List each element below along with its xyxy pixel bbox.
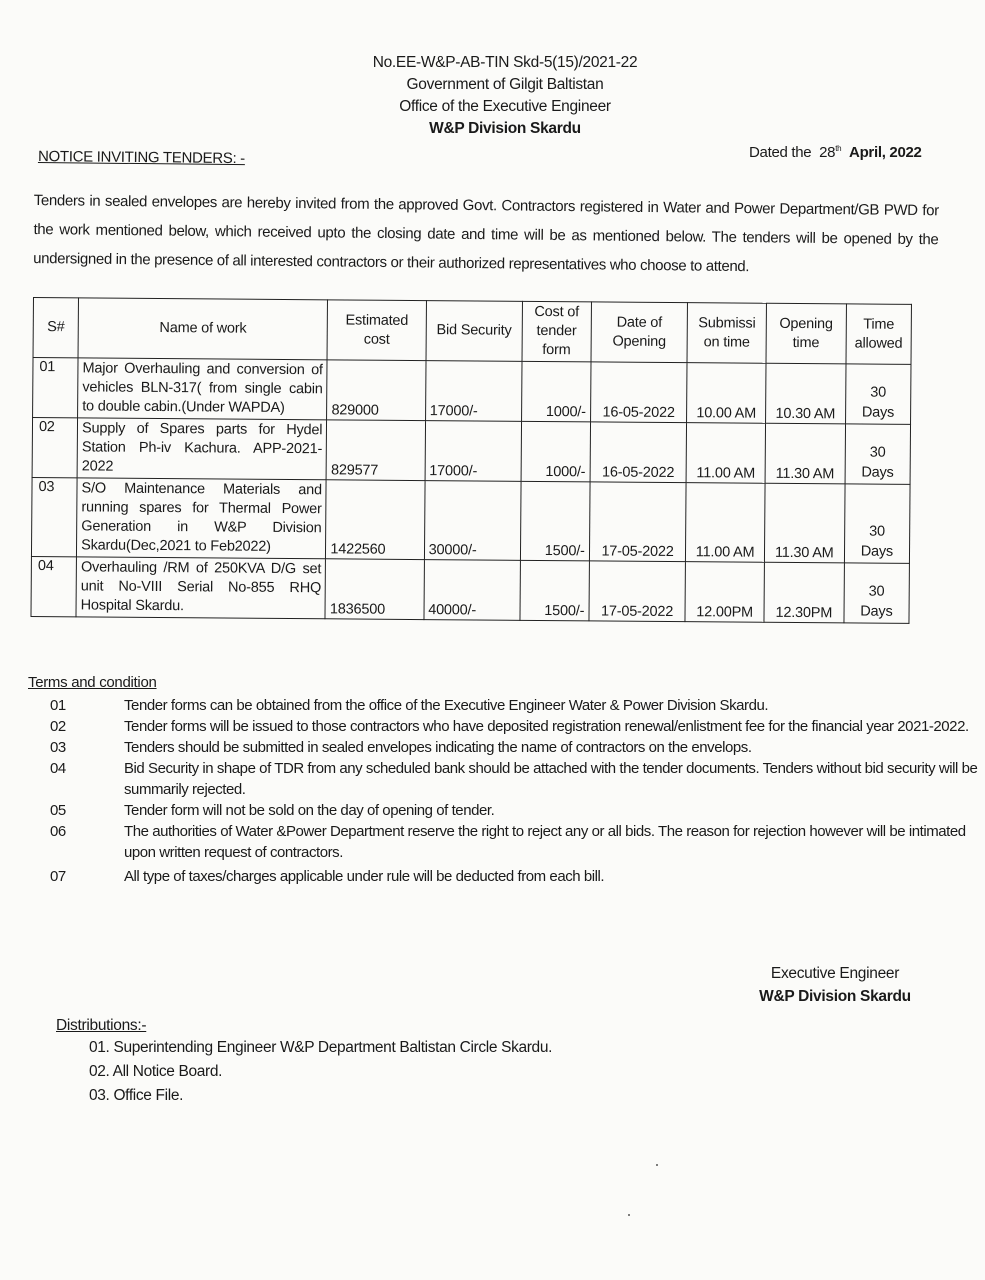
division-name: W&P Division Skardu	[429, 120, 581, 137]
table-header-row	[33, 298, 911, 365]
row-opening-date: 17-05-2022	[589, 482, 686, 562]
row-time-allowed	[844, 484, 910, 564]
header-time-allowed: Time allowed	[846, 304, 912, 365]
letterhead	[0, 52, 985, 140]
row-estimated-cost: 829000	[327, 360, 426, 421]
row-opening-time: 11.30 AM	[765, 423, 845, 484]
term-number: 06	[50, 823, 66, 840]
row-estimated-cost: 1836500	[325, 559, 424, 620]
row-opening-date: 16-05-2022	[590, 422, 687, 483]
term-text: Bid Security in shape of TDR from any scheduled bank should be attached with the tender documents. Tenders without bid security will be summarily rejected.	[124, 760, 978, 798]
term-item	[50, 758, 985, 800]
reference-number: No.EE-W&P-AB-TIN Skd-5(15)/2021-22	[372, 54, 638, 71]
government-name: Government of Gilgit Baltistan	[406, 76, 604, 93]
row-tender-form-cost: 1000/-	[521, 421, 590, 482]
row-estimated-cost: 829577	[326, 420, 425, 481]
row-sno: 01	[33, 358, 79, 418]
notice-title: NOTICE INVITING TENDERS: -	[37, 148, 246, 168]
term-item	[50, 800, 985, 821]
term-item	[50, 821, 985, 863]
header-work: Name of work	[78, 298, 328, 360]
term-text: Tender forms can be obtained from the office of the Executive Engineer Water & Power Division Skardu.	[124, 697, 769, 714]
row-tender-form-cost: 1500/-	[520, 481, 589, 561]
time-allowed-unit: Days	[860, 543, 894, 560]
header-estimated-cost: Estimated cost	[327, 300, 426, 361]
dated-suffix: th	[835, 144, 842, 153]
terms-list	[50, 695, 985, 887]
row-sno: 03	[31, 477, 77, 556]
table-row	[31, 556, 909, 623]
header-opening-date: Date of Opening	[591, 302, 688, 363]
distribution-item: 03. Office File.	[89, 1087, 184, 1104]
distribution-item: 01. Superintending Engineer W&P Department Baltistan Circle Skardu.	[89, 1039, 553, 1056]
intro-paragraph: Tenders in sealed envelopes are hereby invited from the approved Govt. Contractors registered in Water and Power Department/GB PWD for the work mentioned below, which received upto the closing date and time will be as mentioned below. The tenders will be opened by the undersigned in the presence of all interested contractors or their authorized representatives who choose to attend.	[33, 191, 939, 276]
term-number: 03	[50, 739, 66, 756]
dated-month-year: April, 2022	[849, 144, 922, 161]
header-opening-time: Opening time	[766, 303, 846, 364]
time-allowed-number: 30	[868, 583, 885, 600]
row-sno: 02	[32, 418, 78, 478]
term-number: 05	[50, 802, 66, 819]
terms-title: Terms and condition	[28, 674, 157, 691]
row-opening-time: 10.30 AM	[765, 363, 845, 424]
row-submission-time: 12.00PM	[685, 562, 764, 623]
distribution-list	[89, 1036, 552, 1108]
term-item	[50, 716, 985, 737]
time-allowed-unit: Days	[860, 603, 893, 620]
table-row	[32, 418, 910, 485]
row-time-allowed	[844, 563, 910, 624]
term-number: 02	[50, 718, 66, 735]
scan-speck	[656, 1164, 658, 1166]
dated-prefix: Dated the	[749, 144, 812, 161]
row-work: S/O Maintenance Materials and running spares for Thermal Power Generation in W&P Division Skardu(Dec,2021 to Feb2022)	[77, 478, 327, 559]
term-text: All type of taxes/charges applicable under rule will be deducted from each bill.	[124, 868, 605, 885]
row-submission-time: 10.00 AM	[687, 363, 766, 424]
term-text: The authorities of Water &Power Department reserve the right to reject any or all bids. The reason for rejection however will be intimated upon written request of contractors.	[124, 823, 966, 861]
row-bid-security: 17000/-	[425, 361, 522, 422]
row-work: Supply of Spares parts for Hydel Station Ph-iv Kachura. APP-2021-2022	[77, 418, 327, 480]
term-item	[50, 695, 985, 716]
row-tender-form-cost: 1500/-	[520, 560, 589, 621]
row-time-allowed	[845, 424, 911, 485]
header-submission-time: Submissi on time	[687, 303, 766, 364]
row-work: Overhauling /RM of 250KVA D/G set unit No-VIII Serial No-855 RHQ Hospital Skardu.	[76, 557, 326, 619]
row-submission-time: 11.00 AM	[686, 423, 765, 484]
row-opening-date: 17-05-2022	[589, 561, 686, 622]
table-row	[31, 477, 910, 563]
row-time-allowed	[845, 364, 911, 425]
row-opening-date: 16-05-2022	[590, 362, 687, 423]
header-tender-form-cost: Cost of tender form	[522, 301, 591, 362]
tender-table	[30, 297, 911, 624]
table-row	[33, 358, 911, 425]
header-bid-security: Bid Security	[426, 301, 523, 362]
time-allowed-unit: Days	[861, 404, 895, 421]
time-allowed-number: 30	[870, 384, 887, 401]
date-line	[749, 144, 922, 161]
time-allowed-number: 30	[869, 523, 885, 540]
signature-block	[0, 962, 985, 1008]
row-opening-time: 12.30PM	[764, 562, 844, 623]
row-estimated-cost: 1422560	[326, 480, 425, 560]
row-submission-time: 11.00 AM	[686, 483, 765, 563]
term-number: 04	[50, 760, 66, 777]
dated-day: 28	[819, 144, 836, 161]
term-text: Tender forms will be issued to those contractors who have deposited registration renewal/enlistment fee for the financial year 2021-2022.	[124, 718, 969, 735]
scan-speck	[628, 1214, 630, 1216]
signature-division: W&P Division Skardu	[759, 988, 911, 1005]
row-opening-time: 11.30 AM	[764, 483, 845, 563]
term-item	[50, 737, 985, 758]
term-text: Tender form will not be sold on the day of opening of tender.	[124, 802, 495, 819]
term-number: 07	[50, 868, 66, 885]
distribution-title: Distributions:-	[56, 1017, 147, 1034]
time-allowed-unit: Days	[861, 464, 894, 481]
row-work: Major Overhauling and conversion of vehicles BLN-317( from single cabin to double cabin.(Under WAPDA)	[78, 358, 328, 420]
signature-designation: Executive Engineer	[770, 965, 900, 982]
term-number: 01	[50, 697, 66, 714]
term-text: Tenders should be submitted in sealed envelopes indicating the name of contractors on the envelops.	[124, 739, 752, 756]
distribution-item: 02. All Notice Board.	[89, 1063, 223, 1080]
row-bid-security: 40000/-	[424, 560, 521, 621]
office-name: Office of the Executive Engineer	[399, 98, 611, 115]
header-sno: S#	[33, 298, 79, 358]
time-allowed-number: 30	[869, 444, 886, 461]
row-sno: 04	[31, 556, 77, 616]
term-item	[50, 866, 985, 887]
row-bid-security: 30000/-	[424, 481, 521, 561]
row-bid-security: 17000/-	[425, 421, 522, 482]
row-tender-form-cost: 1000/-	[521, 361, 590, 422]
